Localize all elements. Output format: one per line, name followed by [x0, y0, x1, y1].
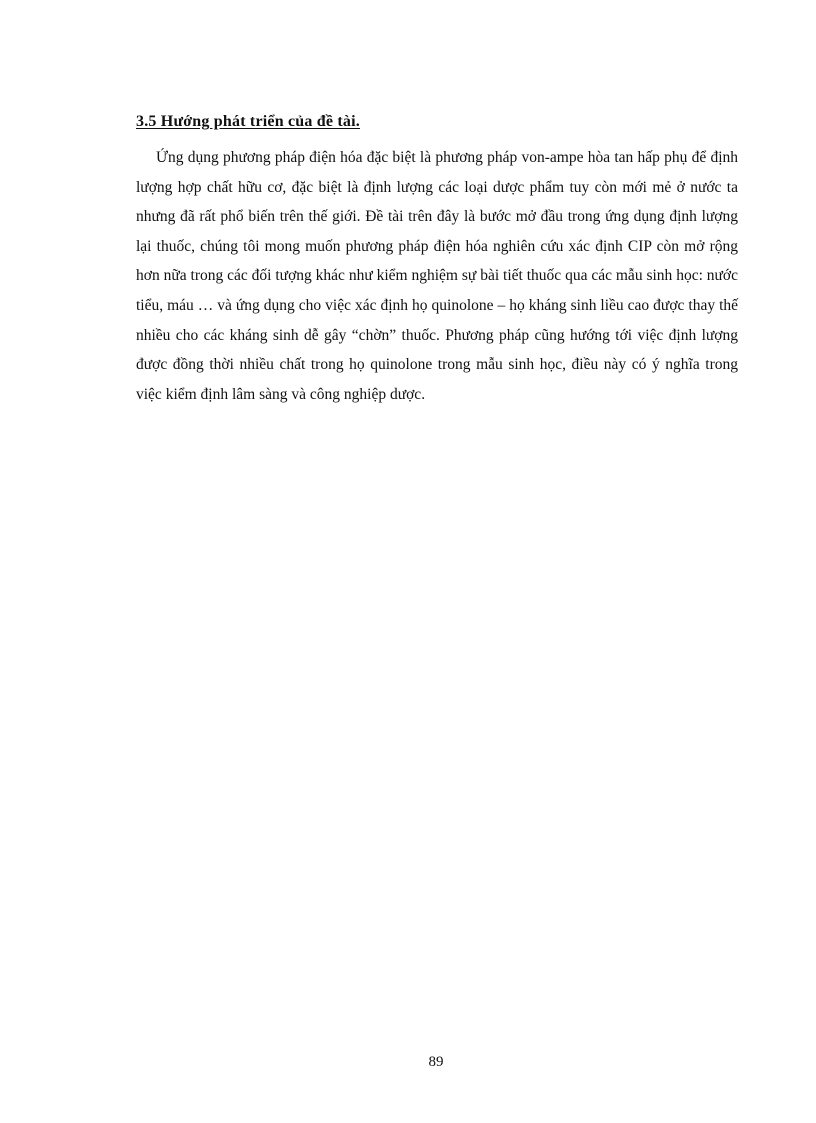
section-heading: 3.5 Hướng phát triển của đề tài.	[136, 113, 360, 130]
page-number: 89	[428, 1054, 444, 1070]
body-paragraph: Ứng dụng phương pháp điện hóa đặc biệt là phương pháp von-ampe hòa tan hấp phụ để định lượng hợp chất hữu cơ, đặc biệt là định lượng các loại dược phẩm tuy còn mới mẻ ở nước ta nhưng đã rất phổ biến trên thế giới. Đề tài trên đây là bước mở đầu trong ứng dụng định lượng lại thuốc, chúng tôi mong muốn phương pháp điện hóa nghiên cứu xác định CIP còn mở rộng hơn nữa trong các đối tượng khác như kiểm nghiệm sự bài tiết thuốc qua các mẫu sinh học: nước tiểu, máu … và ứng dụng cho việc xác định họ quinolone – họ kháng sinh liều cao được thay thế nhiều cho các kháng sinh dễ gây “chờn” thuốc. Phương pháp cũng hướng tới việc định lượng được đồng thời nhiều chất trong họ quinolone trong mẫu sinh học, điều này có ý nghĩa trong việc kiểm định lâm sàng và công nghiệp dược.	[136, 149, 738, 403]
